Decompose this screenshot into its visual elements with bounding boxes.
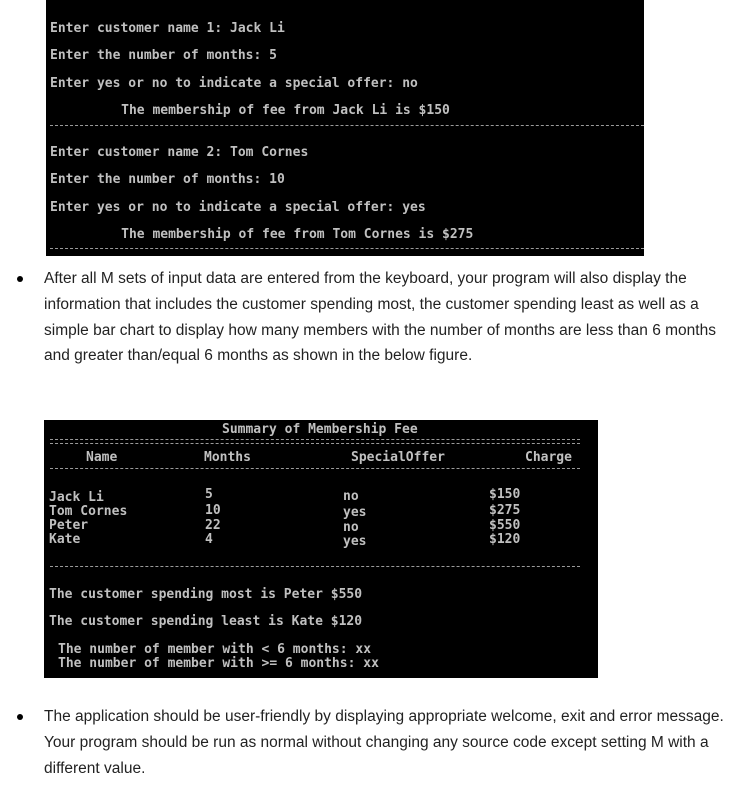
console-fee-line: The membership of fee from Tom Cornes is $275 bbox=[82, 227, 474, 242]
row-special-offer: no bbox=[343, 489, 359, 504]
summary-divider bbox=[50, 566, 580, 567]
console-line: Enter yes or no to indicate a special offer: yes bbox=[50, 200, 426, 215]
summary-divider bbox=[50, 468, 580, 469]
row-special-offer: yes bbox=[343, 505, 367, 520]
spending-most-line: The customer spending most is Peter $550 bbox=[49, 587, 363, 602]
summary-double-divider bbox=[50, 439, 580, 444]
paragraph-text: The application should be user-friendly by displaying appropriate welcome, exit and error message. Your program should be run as normal without changing any source code except setting M with a different value. bbox=[44, 708, 724, 777]
console-line: Enter customer name 1: Jack Li bbox=[50, 21, 285, 36]
console-summary bbox=[44, 420, 598, 678]
header-special-offer: SpecialOffer bbox=[351, 450, 445, 465]
console-divider bbox=[50, 125, 644, 126]
console-divider bbox=[50, 248, 644, 249]
row-charge: $275 bbox=[489, 503, 521, 518]
row-months: 22 bbox=[205, 518, 221, 533]
count-gte-6-line: The number of member with >= 6 months: xx bbox=[58, 656, 379, 671]
row-months: 10 bbox=[205, 503, 221, 518]
row-months: 4 bbox=[205, 532, 213, 547]
console-fee-line: The membership of fee from Jack Li is $150 bbox=[82, 103, 450, 118]
bullet-dot bbox=[17, 714, 23, 720]
console-line: Enter the number of months: 10 bbox=[50, 172, 285, 187]
row-charge: $120 bbox=[489, 532, 521, 547]
summary-title: Summary of Membership Fee bbox=[222, 422, 418, 437]
row-name: Tom Cornes bbox=[49, 504, 128, 519]
header-charge: Charge bbox=[525, 450, 572, 465]
row-special-offer: yes bbox=[343, 534, 367, 549]
bullet-dot bbox=[17, 276, 23, 282]
console-line: Enter yes or no to indicate a special offer: no bbox=[50, 76, 418, 91]
header-months: Months bbox=[204, 450, 251, 465]
header-name: Name bbox=[86, 450, 118, 465]
console-line: Enter customer name 2: Tom Cornes bbox=[50, 145, 309, 160]
row-months: 5 bbox=[205, 487, 213, 502]
console-line: Enter the number of months: 5 bbox=[50, 48, 277, 63]
paragraph-text: After all M sets of input data are entered from the keyboard, your program will also display the information that includes the customer spending most, the customer spending least as well as a simple bar chart to display how many members with the number of months are less than 6 months and greater than/equal 6 months as shown in the below figure. bbox=[44, 270, 716, 365]
row-special-offer: no bbox=[343, 520, 359, 535]
row-name: Kate bbox=[49, 532, 81, 547]
row-charge: $550 bbox=[489, 518, 521, 533]
console-input-session bbox=[46, 0, 644, 256]
spending-least-line: The customer spending least is Kate $120 bbox=[49, 614, 363, 629]
row-charge: $150 bbox=[489, 487, 521, 502]
row-name: Jack Li bbox=[49, 490, 104, 505]
count-less-than-6-line: The number of member with < 6 months: xx bbox=[58, 642, 372, 657]
row-name: Peter bbox=[49, 518, 89, 533]
